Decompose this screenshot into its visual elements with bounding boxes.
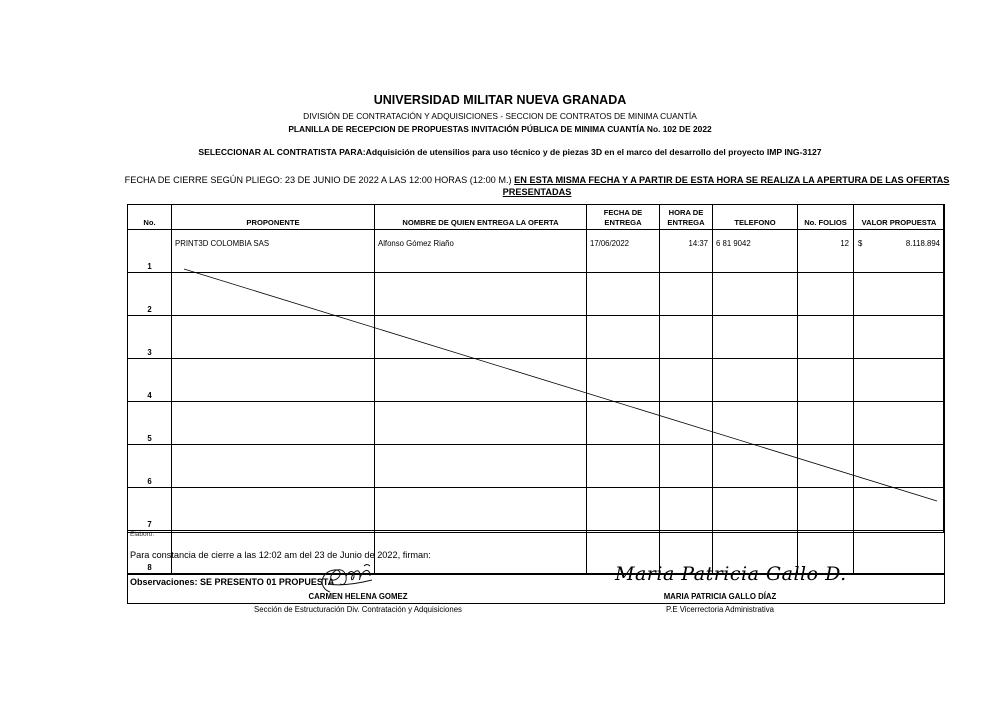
col-header-fecha-line1: FECHA DE (603, 208, 643, 217)
cell-fecha (587, 359, 660, 402)
cell-valor (854, 531, 945, 575)
cell-folios (798, 488, 854, 531)
cell-telefono (713, 316, 798, 359)
cell-folios (798, 402, 854, 445)
cell-folios (798, 359, 854, 402)
cell-proponente: PRINT3D COLOMBIA SAS (172, 230, 375, 273)
cell-hora (660, 445, 713, 488)
valor-amount: 8.118.894 (905, 239, 940, 248)
page-title: UNIVERSIDAD MILITAR NUEVA GRANADA (373, 93, 627, 107)
cell-folios (798, 445, 854, 488)
signature-1-stroke (322, 565, 372, 593)
cell-proponente (172, 445, 375, 488)
row-number: 6 (128, 445, 172, 488)
cell-hora (660, 359, 713, 402)
signer-1-name: CARMEN HELENA GOMEZ (308, 592, 408, 601)
cell-proponente (172, 402, 375, 445)
cell-hora (660, 316, 713, 359)
cell-telefono (713, 273, 798, 316)
cell-folios (798, 316, 854, 359)
row-number: 5 (128, 402, 172, 445)
signer-2-role: P.E Vicerrectoria Administrativa (665, 605, 775, 614)
division-subtitle: DIVISIÓN DE CONTRATACIÓN Y ADQUISICIONES - SECCION DE CONTRATOS DE MINIMA CUANTÍA (303, 111, 697, 121)
cell-fecha (587, 445, 660, 488)
cell-fecha (587, 316, 660, 359)
cell-folios: 12 (798, 230, 854, 273)
cell-proponente (172, 316, 375, 359)
closing-opening-note: EN ESTA MISMA FECHA Y A PARTIR DE ESTA HORA SE REALIZA LA APERTURA DE LAS OFERTAS PRESENTADAS (502, 175, 950, 197)
cell-nombre (375, 359, 587, 402)
table-row (128, 359, 945, 402)
col-header-hora (660, 205, 713, 230)
col-header-fecha (587, 205, 660, 230)
col-header-telefono: TELEFONO (713, 205, 798, 230)
cell-telefono (713, 359, 798, 402)
cell-hora (660, 488, 713, 531)
cell-hora: 14:37 (660, 230, 713, 273)
cell-proponente (172, 359, 375, 402)
elaboro-label: Elaboró: (130, 531, 155, 538)
col-header-nombre: NOMBRE DE QUIEN ENTREGA LA OFERTA (375, 205, 587, 230)
table-row (128, 402, 945, 445)
cell-nombre (375, 273, 587, 316)
cell-proponente (172, 488, 375, 531)
currency-symbol: $ (858, 239, 863, 248)
closing-date-line (124, 174, 950, 198)
cell-fecha (587, 402, 660, 445)
cell-folios (798, 273, 854, 316)
cell-nombre (375, 488, 587, 531)
signature-2-script: Maria Patricia Gallo D. (615, 563, 847, 585)
table-row (128, 273, 945, 316)
row-number: 4 (128, 359, 172, 402)
cell-telefono (713, 402, 798, 445)
cell-nombre: Alfonso Gómez Riaño (375, 230, 587, 273)
cell-valor (854, 359, 945, 402)
table-row (128, 488, 945, 531)
cell-telefono: 6 81 9042 (713, 230, 798, 273)
cell-hora (660, 273, 713, 316)
constancia-text: Para constancia de cierre a las 12:02 am del 23 de Junio de 2022, firman: (130, 550, 431, 560)
cell-valor (854, 445, 945, 488)
cell-fecha (587, 488, 660, 531)
col-header-proponente: PROPONENTE (172, 205, 375, 230)
cell-valor (854, 488, 945, 531)
cell-valor (854, 273, 945, 316)
signer-1-role: Sección de Estructuración Div. Contratación y Adquisiciones (254, 605, 462, 614)
cell-nombre (375, 445, 587, 488)
cell-nombre (375, 316, 587, 359)
planilla-subtitle: PLANILLA DE RECEPCION DE PROPUESTAS INVITACIÓN PÚBLICA DE MINIMA CUANTÍA No. 102 DE 2022 (288, 124, 712, 134)
table-row (128, 445, 945, 488)
cell-valor (854, 230, 945, 273)
cell-hora (660, 402, 713, 445)
table-body (128, 230, 945, 575)
row-number: 1 (128, 230, 172, 273)
row-number: 2 (128, 273, 172, 316)
table-header-row (128, 205, 945, 230)
table-row (128, 230, 945, 273)
col-header-fecha-line2: ENTREGA (604, 218, 642, 227)
row-number: 3 (128, 316, 172, 359)
col-header-hora-line2: ENTREGA (667, 218, 705, 227)
cell-valor (854, 402, 945, 445)
cell-fecha (587, 273, 660, 316)
cell-nombre (375, 402, 587, 445)
cell-proponente (172, 273, 375, 316)
col-header-valor: VALOR PROPUESTA (854, 205, 945, 230)
row-number: 8 (128, 531, 172, 575)
cell-telefono (713, 445, 798, 488)
observations-cell: Observaciones: SE PRESENTO 01 PROPUESTA (128, 574, 945, 604)
col-header-hora-line1: HORA DE (668, 208, 704, 217)
cell-fecha: 17/06/2022 (587, 230, 660, 273)
table-row (128, 316, 945, 359)
signer-2-name: MARIA PATRICIA GALLO DÍAZ (663, 592, 777, 601)
proposals-table (127, 204, 945, 604)
cell-valor (854, 316, 945, 359)
col-header-folios: No. FOLIOS (798, 205, 854, 230)
cell-telefono (713, 488, 798, 531)
contract-object-line: SELECCIONAR AL CONTRATISTA PARA:Adquisición de utensilios para uso técnico y de piezas 3D en el marco del desarrollo del proyecto IMP ING-3127 (198, 147, 822, 157)
row-number: 7 (128, 488, 172, 531)
signature-1-image (300, 562, 390, 596)
col-header-no: No. (128, 205, 172, 230)
closing-date-text: FECHA DE CIERRE SEGÚN PLIEGO: 23 DE JUNIO DE 2022 A LAS 12:00 HORAS (12:00 M.) (124, 175, 515, 185)
